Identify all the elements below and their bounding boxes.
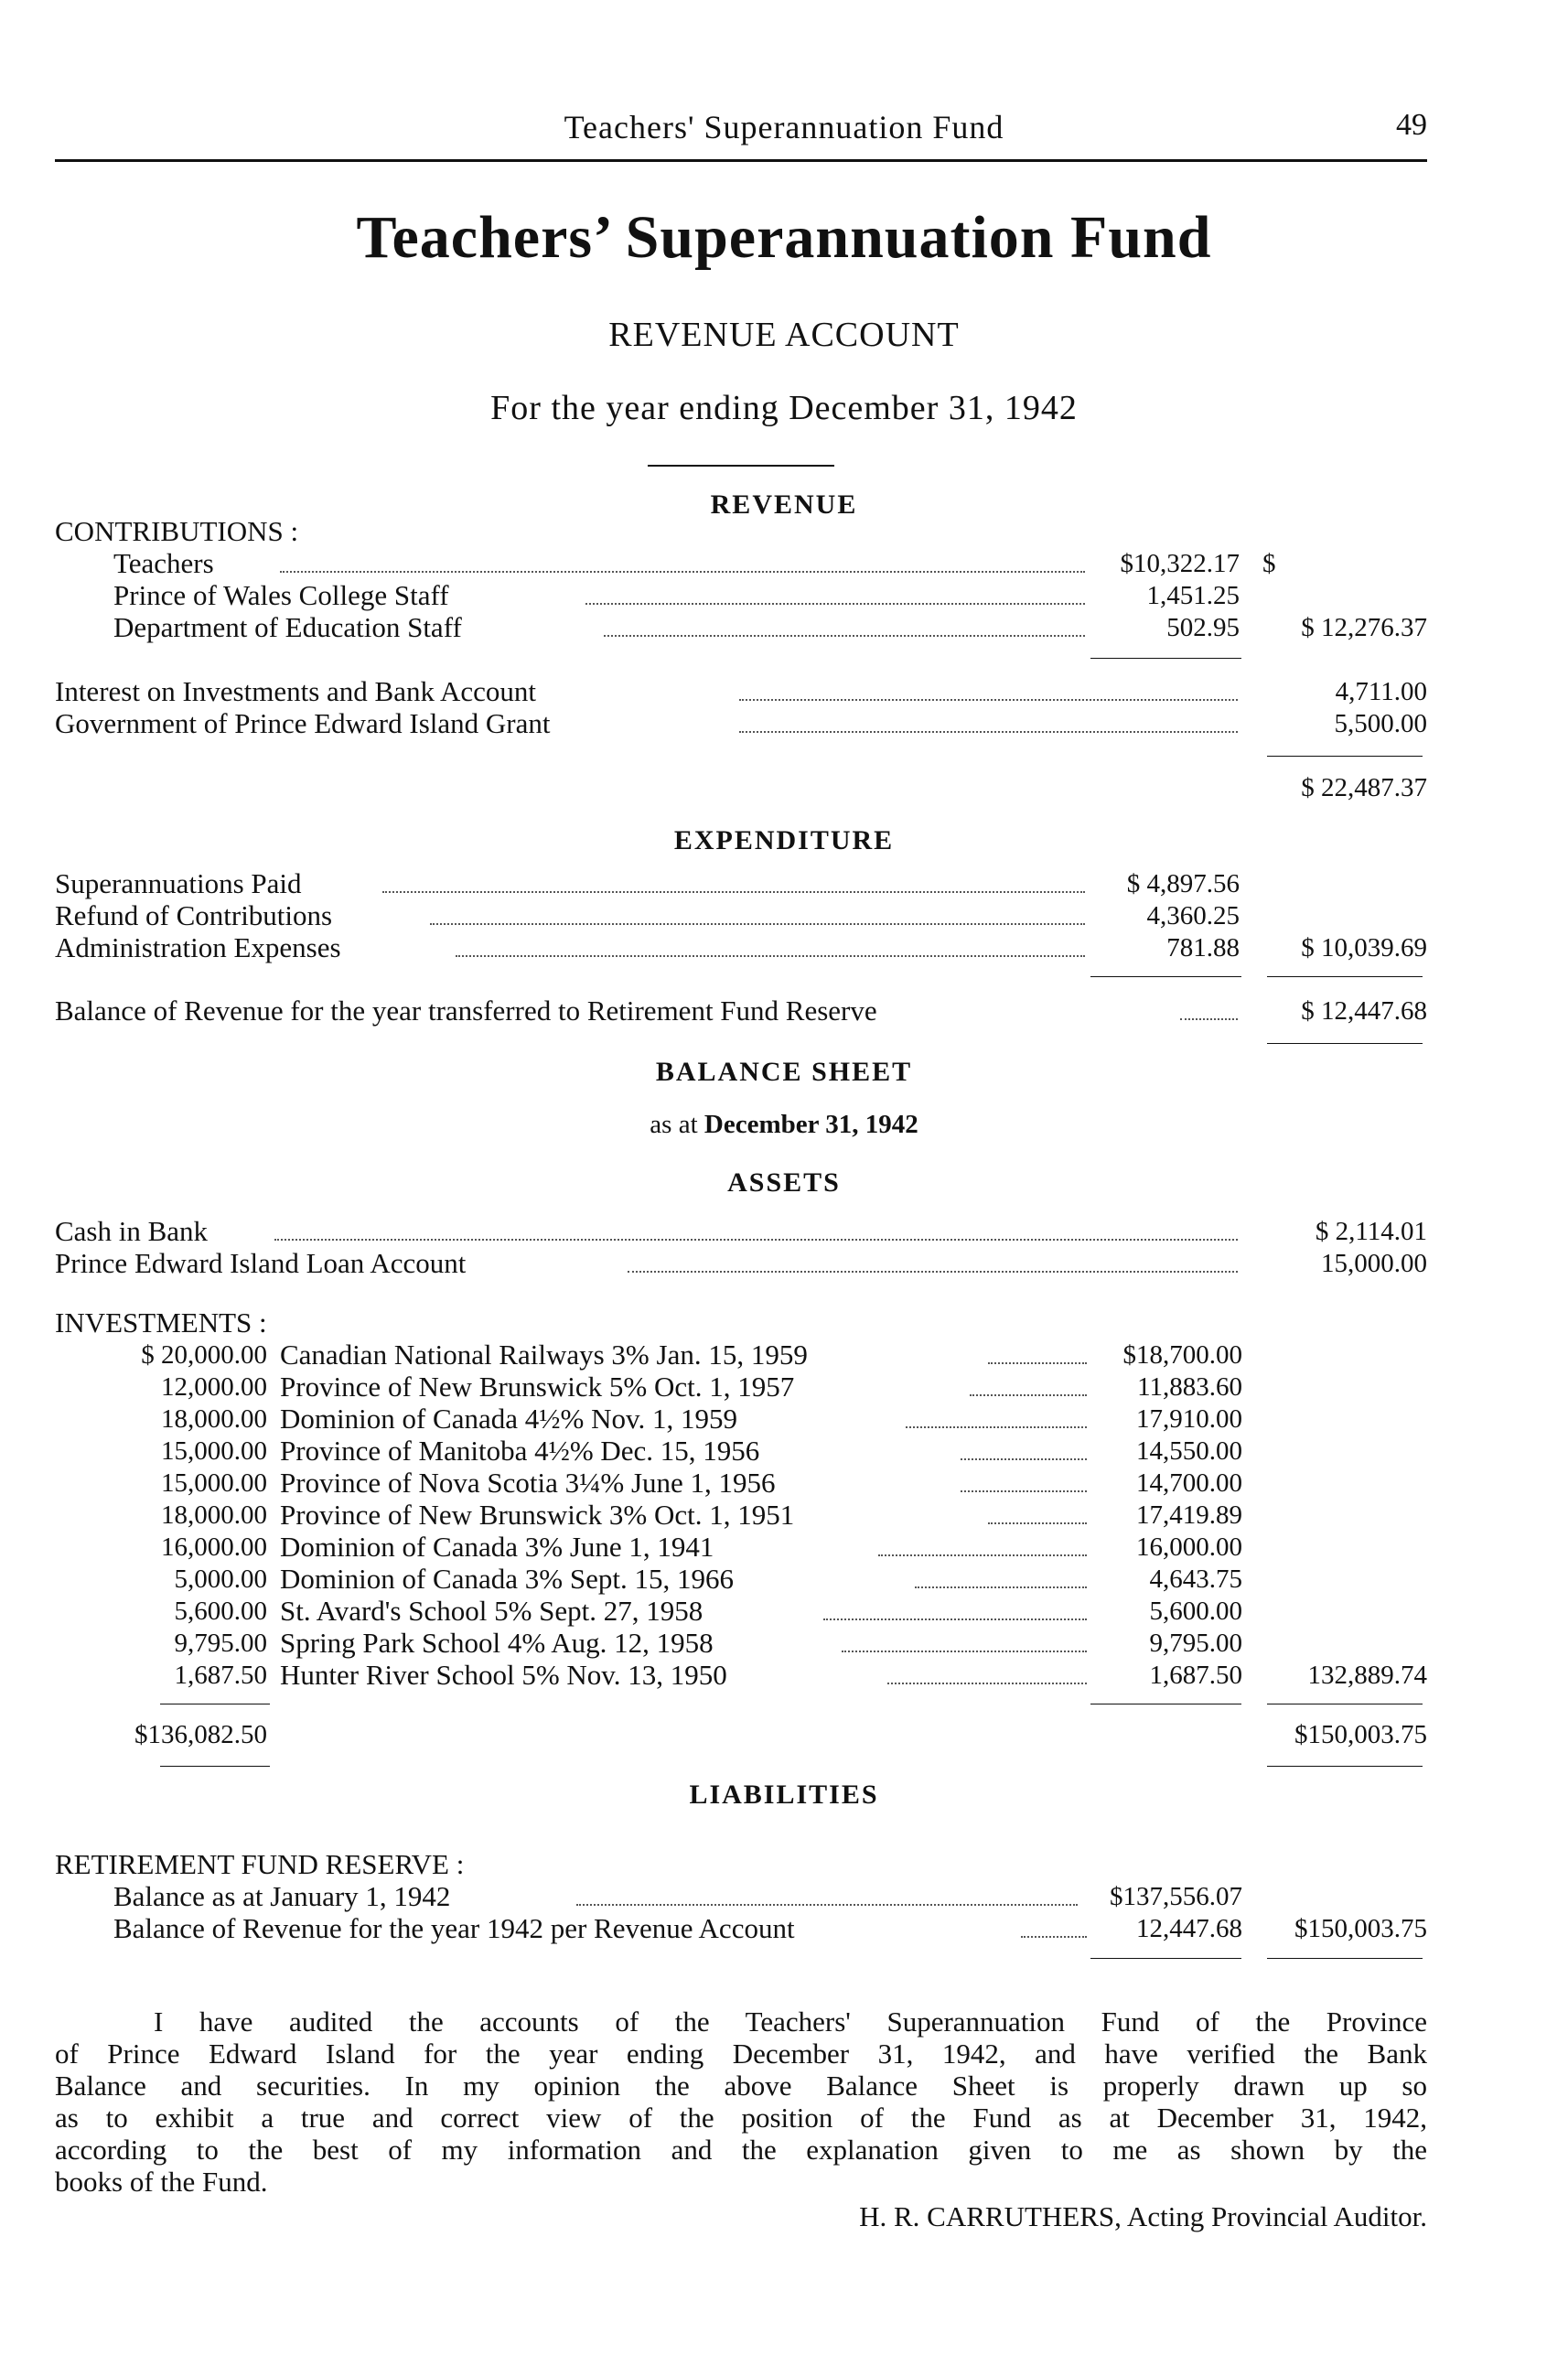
face-value: 5,600.00 [174, 1597, 267, 1626]
page-number: 49 [1396, 108, 1427, 142]
leader-dots [456, 955, 1085, 957]
market-value: 5,600.00 [1149, 1597, 1242, 1626]
balance-sheet-heading: BALANCE SHEET [655, 1057, 913, 1087]
running-head-title: Teachers' Superannuation Fund [564, 109, 1004, 145]
market-value: 14,700.00 [1136, 1468, 1242, 1498]
leader-dots [628, 1271, 1238, 1273]
face-value: 5,000.00 [174, 1565, 267, 1594]
face-value: 15,000.00 [161, 1468, 267, 1498]
period: For the year ending December 31, 1942 [490, 389, 1078, 427]
row-total: 4,711.00 [1335, 677, 1427, 706]
running-head-rule [55, 159, 1427, 162]
investment-desc: Hunter River School 5% Nov. 13, 1950 [280, 1659, 727, 1691]
investments-total: 132,889.74 [1307, 1661, 1427, 1690]
row-label: Prince of Wales College Staff [113, 579, 449, 611]
row-label: Cash in Bank [55, 1215, 209, 1247]
assets-total-underline [1267, 1766, 1423, 1767]
assets-total: $150,003.75 [1294, 1720, 1427, 1749]
market-value: 9,795.00 [1149, 1629, 1242, 1658]
row-amount: $10,322.17 [1120, 549, 1240, 578]
leader-dots [430, 923, 1085, 925]
face-value: 15,000.00 [161, 1436, 267, 1466]
auditor-signature: H. R. CARRUTHERS, Acting Provincial Auditor. [859, 2200, 1427, 2232]
row-amount: 4,360.25 [1146, 901, 1240, 930]
expenditure-heading: EXPENDITURE [673, 825, 895, 855]
subtotal-rule [1090, 658, 1241, 659]
audit-line: I have audited the accounts of the Teachers' Superannuation Fund of the Province [154, 2006, 1427, 2038]
leader-dots [887, 1683, 1087, 1684]
row-total: $ 12,276.37 [1301, 613, 1427, 642]
leader-dots [274, 1239, 1238, 1241]
face-total-underline [160, 1766, 270, 1767]
as-at-line [0, 1110, 1568, 1140]
row-label: Interest on Investments and Bank Account [55, 675, 537, 707]
face-value: 9,795.00 [174, 1629, 267, 1658]
audit-line: books of the Fund. [55, 2166, 268, 2198]
face-value: 18,000.00 [161, 1404, 267, 1434]
investment-desc: Province of Manitoba 4½% Dec. 15, 1956 [280, 1435, 760, 1467]
subtotal-rule [1090, 976, 1241, 977]
market-value: 17,419.89 [1136, 1500, 1242, 1530]
market-value: 17,910.00 [1136, 1404, 1242, 1434]
assets-heading: ASSETS [727, 1167, 841, 1198]
row-total: 15,000.00 [1321, 1249, 1427, 1278]
market-value: 16,000.00 [1136, 1532, 1242, 1562]
row-amount: $137,556.07 [1110, 1882, 1242, 1911]
market-value: 4,643.75 [1149, 1565, 1242, 1594]
liabilities-subtotal-rule [1090, 1958, 1241, 1959]
leader-dots [585, 603, 1085, 605]
revenue-grand-total: $ 22,487.37 [1301, 773, 1427, 802]
balance-label: Balance of Revenue for the year transferred to Retirement Fund Reserve [55, 995, 877, 1027]
row-total: $ 2,114.01 [1315, 1217, 1427, 1246]
market-value: 1,687.50 [1149, 1661, 1242, 1690]
face-value: 18,000.00 [161, 1500, 267, 1530]
row-label: Government of Prince Edward Island Grant [55, 707, 551, 739]
face-value: 16,000.00 [161, 1532, 267, 1562]
face-value: 12,000.00 [161, 1372, 267, 1402]
row-total: $150,003.75 [1294, 1914, 1427, 1943]
investments-label: INVESTMENTS : [55, 1307, 267, 1339]
leader-dots [842, 1651, 1087, 1652]
row-total: $ [1262, 549, 1276, 578]
investment-desc: Dominion of Canada 3% June 1, 1941 [280, 1531, 714, 1563]
face-value: $ 20,000.00 [141, 1340, 267, 1370]
leader-dots [823, 1618, 1087, 1620]
face-total: $136,082.50 [134, 1720, 267, 1749]
row-total: 5,500.00 [1334, 709, 1427, 738]
leader-dots [739, 699, 1238, 701]
leader-dots [906, 1426, 1087, 1428]
investment-desc: Dominion of Canada 4½% Nov. 1, 1959 [280, 1403, 737, 1435]
investment-desc: Spring Park School 4% Aug. 12, 1958 [280, 1627, 714, 1659]
liabilities-heading: LIABILITIES [689, 1780, 879, 1810]
as-at-date: December 31, 1942 [703, 1110, 918, 1139]
title-rule [648, 465, 834, 467]
investment-desc: St. Avard's School 5% Sept. 27, 1958 [280, 1595, 703, 1627]
leader-dots [280, 571, 1085, 573]
revenue-heading: REVENUE [710, 489, 858, 520]
audit-line: of Prince Edward Island for the year ending December 31, 1942, and have verified the Bank [55, 2038, 1427, 2070]
row-amount: 12,447.68 [1136, 1914, 1242, 1943]
audit-line: as to exhibit a true and correct view of the position of the Fund as at December 31, 1942, [55, 2102, 1427, 2134]
total-rule [1267, 756, 1423, 757]
row-label: Department of Education Staff [113, 611, 462, 643]
row-label: Superannuations Paid [55, 867, 302, 899]
investment-desc: Dominion of Canada 3% Sept. 15, 1966 [280, 1563, 734, 1595]
row-label: Balance as at January 1, 1942 [113, 1880, 451, 1912]
contributions-label: CONTRIBUTIONS : [55, 515, 299, 547]
investment-desc: Province of New Brunswick 5% Oct. 1, 1957 [280, 1371, 795, 1403]
row-amount: 1,451.25 [1146, 581, 1240, 610]
row-total: $ 10,039.69 [1301, 933, 1427, 962]
row-label: Prince Edward Island Loan Account [55, 1247, 467, 1279]
investment-desc: Canadian National Railways 3% Jan. 15, 1959 [280, 1339, 808, 1371]
row-label: Balance of Revenue for the year 1942 per Revenue Account [113, 1912, 795, 1944]
leader-dots [739, 731, 1238, 733]
audit-statement [55, 2006, 1427, 2198]
row-label: Teachers [113, 547, 214, 579]
page-title: Teachers’ Superannuation Fund [356, 204, 1212, 271]
market-value: 14,550.00 [1136, 1436, 1242, 1466]
subtitle: REVENUE ACCOUNT [608, 316, 960, 354]
leader-dots [604, 635, 1085, 637]
balance-rule [1267, 1043, 1423, 1044]
row-amount: 502.95 [1166, 613, 1240, 642]
audit-line: according to the best of my information and the explanation given to me as shown by the [55, 2134, 1427, 2166]
row-amount: $ 4,897.56 [1126, 869, 1240, 898]
investment-desc: Province of New Brunswick 3% Oct. 1, 1951 [280, 1499, 795, 1531]
leader-dots [382, 891, 1085, 893]
leader-dots [878, 1554, 1087, 1556]
investment-desc: Province of Nova Scotia 3¼% June 1, 1956 [280, 1467, 776, 1499]
row-label: Refund of Contributions [55, 899, 333, 931]
row-label: Administration Expenses [55, 931, 341, 963]
balance-total: $ 12,447.68 [1301, 996, 1427, 1026]
row-amount: 781.88 [1166, 933, 1240, 962]
audit-line: Balance and securities. In my opinion the above Balance Sheet is properly drawn up so [55, 2070, 1427, 2102]
market-value: 11,883.60 [1137, 1372, 1242, 1402]
reserve-label: RETIREMENT FUND RESERVE : [55, 1848, 465, 1880]
leader-dots [576, 1904, 1078, 1906]
liabilities-total-rule [1267, 1958, 1423, 1959]
leader-dots [1180, 1018, 1238, 1020]
face-value: 1,687.50 [174, 1661, 267, 1690]
as-at-prefix: as at [650, 1110, 698, 1139]
market-value: $18,700.00 [1122, 1340, 1242, 1370]
total-rule [1267, 976, 1423, 977]
